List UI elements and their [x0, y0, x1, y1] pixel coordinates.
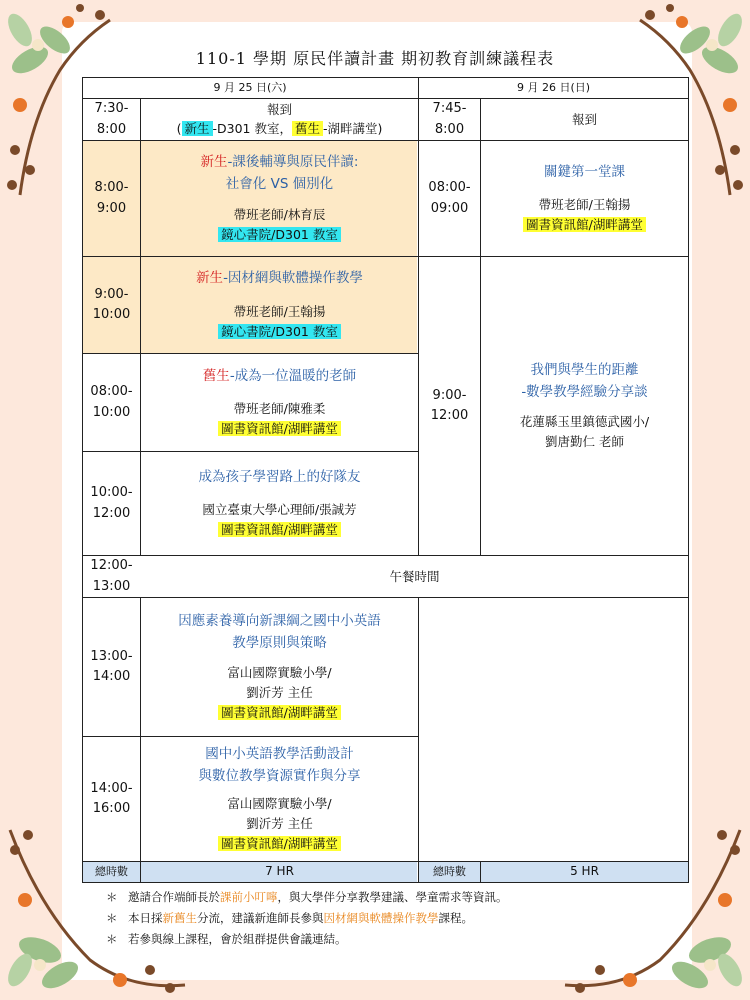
day2-slot2-content: [481, 141, 688, 256]
returning-student-tag: 舊生: [292, 121, 323, 136]
day2-slot3-time: 9:00- 12:00: [430, 387, 469, 423]
day1-slot4-content: [141, 354, 418, 451]
day1-slot2-time: 8:00- 9:00: [94, 180, 129, 216]
day1-slot3-content: [141, 257, 418, 353]
day2-slot1-content: 報到: [571, 111, 597, 127]
day2-date: 9 月 26 日(日): [516, 81, 591, 95]
session-teacher: 帶班老師/王翰揚: [538, 197, 631, 213]
session-title: 因應素養導向新課綱之國中小英語: [178, 613, 381, 630]
note-item: ＊ 若參與線上課程，會於組群提供會議連結。: [106, 932, 347, 946]
day1-slot7-time: 14:00- 16:00: [90, 780, 133, 816]
day1-slot1-content: [141, 99, 418, 140]
day2-header: [419, 78, 688, 98]
day1-checkin-title: 報到: [266, 102, 292, 118]
session-room: 鏡心書院/D301 教室: [218, 227, 341, 242]
session-teacher: 帶班老師/陳雅柔: [233, 401, 326, 417]
day1-slot6-content: [141, 598, 418, 736]
day1-date: 9 月 25 日(六): [213, 81, 287, 95]
session-room: 圖書資訊館/湖畔講堂: [523, 217, 646, 232]
session-room: 圖書資訊館/湖畔講堂: [218, 522, 341, 537]
session-title: 我們與學生的距離: [530, 362, 639, 379]
session-org: 花蓮縣玉里鎮德武國小/: [519, 413, 650, 429]
lunch-time: 12:00- 13:00: [90, 558, 133, 594]
day2-total-label: 總時數: [433, 865, 466, 879]
session-subtitle: 與數位教學資源實作與分享: [198, 768, 361, 784]
note-item: ＊ 邀請合作端師長於課前小叮嚀，與大學伴分享教學建議、學童需求等資訊。: [106, 890, 508, 904]
day1-slot2-content: [141, 141, 418, 256]
day1-total-label: 總時數: [95, 865, 128, 879]
session-room: 圖書資訊館/湖畔講堂: [218, 705, 341, 720]
day1-slot3-time: 9:00- 10:00: [92, 286, 131, 322]
session-org: 富山國際實驗小學/: [227, 795, 332, 811]
session-subtitle: -數學教學經驗分享談: [521, 384, 648, 400]
session-speaker: 劉唐勤仁 老師: [545, 433, 624, 449]
session-title: 成為孩子學習路上的好隊友: [198, 468, 361, 485]
day1-header: [83, 78, 417, 98]
session-title: 國中小英語教學活動設計: [205, 746, 354, 763]
day1-checkin-rooms: ( 新生 -D301 教室， 舊生 -湖畔講堂): [176, 120, 383, 136]
session-room: 圖書資訊館/湖畔講堂: [218, 421, 341, 436]
lunch-label: 午餐時間: [389, 568, 440, 584]
day2-total-value: 5 HR: [570, 864, 599, 879]
session-title: 新生-課後輔導與原民伴讀:: [200, 153, 359, 170]
session-room: 鏡心書院/D301 教室: [218, 324, 341, 339]
day2-slot1-time: 7:45- 8:00: [432, 101, 467, 137]
session-speaker: 國立臺東大學心理師/張誠芳: [202, 502, 357, 518]
session-room: 圖書資訊館/湖畔講堂: [218, 836, 341, 851]
day1-slot1-time: 7:30- 8:00: [94, 101, 129, 137]
session-subtitle: 教學原則與策略: [232, 635, 327, 651]
day1-slot6-time: 13:00- 14:00: [90, 648, 133, 684]
day1-slot4-time: 08:00- 10:00: [90, 384, 133, 420]
session-subtitle: 社會化 VS 個別化: [225, 175, 334, 192]
day2-slot2-time: 08:00- 09:00: [428, 180, 471, 216]
note-item: ＊ 本日採新舊生分流，建議新進師長參與因材網與軟體操作教學課程。: [106, 911, 473, 925]
session-title: 舊生-成為一位溫暖的老師: [202, 367, 357, 384]
page-title: 110-1 學期 原民伴讀計畫 期初教育訓練議程表: [195, 49, 555, 68]
session-teacher: 帶班老師/王翰揚: [233, 303, 326, 319]
session-org: 富山國際實驗小學/: [227, 664, 332, 680]
session-title: 新生-因材網與軟體操作教學: [196, 270, 363, 287]
session-speaker: 劉沂芳 主任: [246, 815, 313, 831]
day1-slot7-content: [141, 737, 418, 861]
session-teacher: 帶班老師/林育辰: [233, 207, 326, 223]
notes: [106, 887, 508, 950]
session-title: 關鍵第一堂課: [544, 163, 625, 180]
session-speaker: 劉沂芳 主任: [246, 684, 313, 700]
day1-total-value: 7 HR: [265, 864, 294, 879]
day2-slot3-content: [481, 257, 688, 555]
day1-slot5-time: 10:00- 12:00: [90, 485, 133, 521]
new-student-tag: 新生: [182, 121, 213, 136]
day1-slot5-content: [141, 452, 418, 555]
